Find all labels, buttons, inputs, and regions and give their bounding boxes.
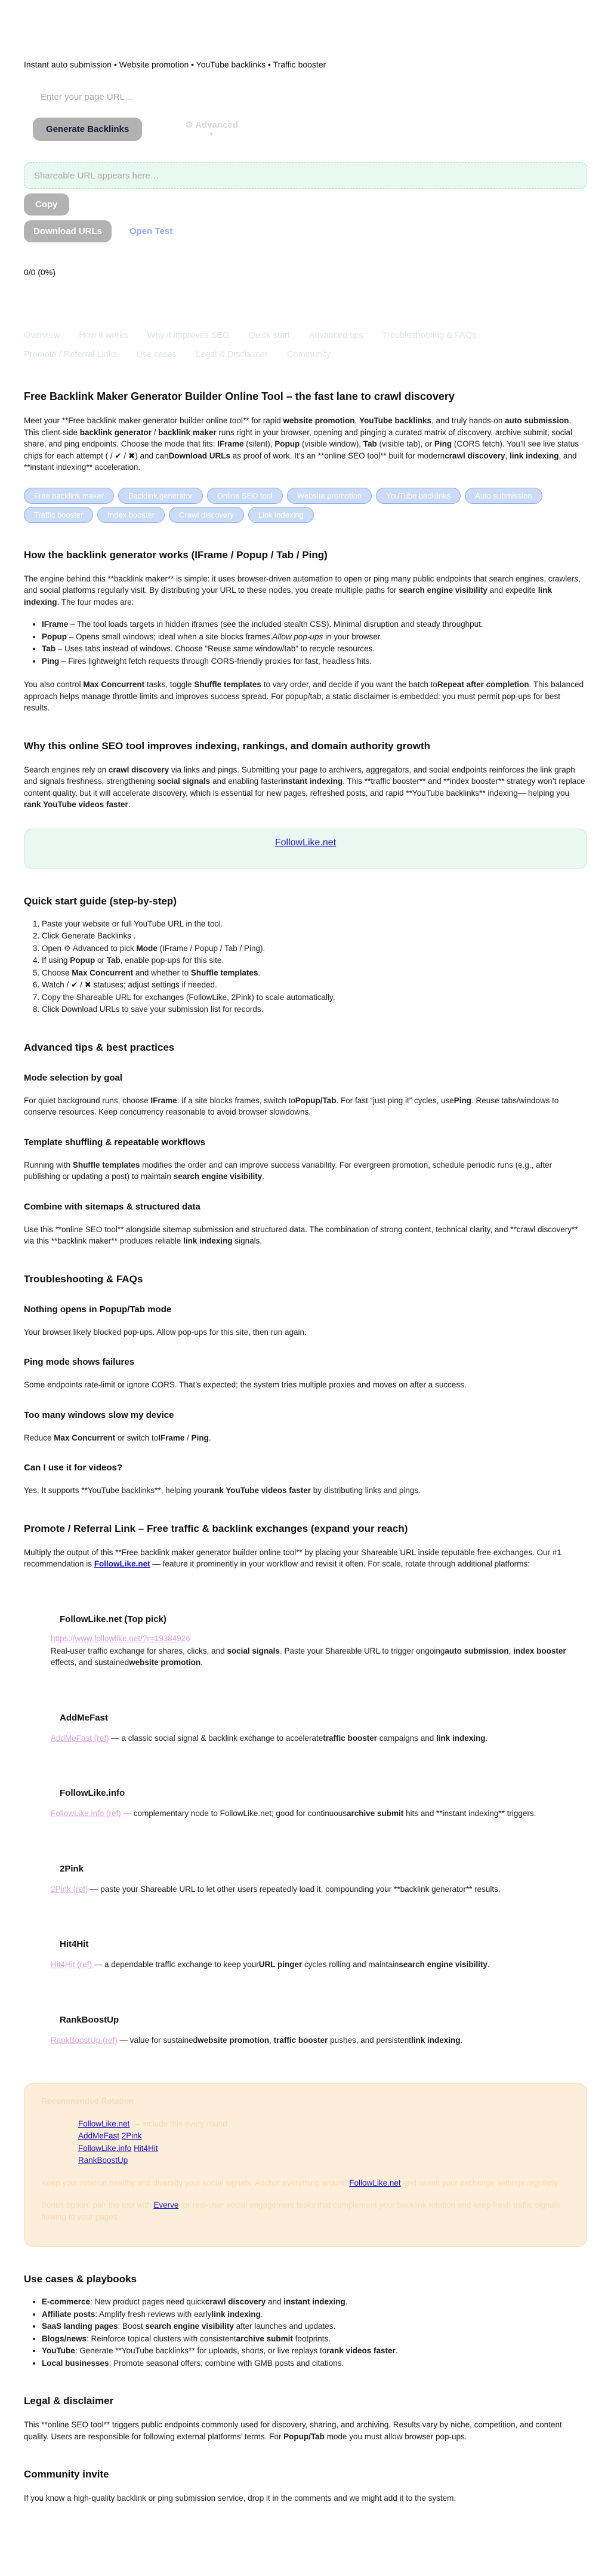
rankboostup-ref-link[interactable]: RankBoostUp (ref) (51, 2035, 118, 2045)
quickstart-step: 3. Open ⚙ Advanced to pick Mode (IFrame / Popup / Tab / Ping). (42, 943, 587, 955)
rotation-followlike-info-link[interactable]: FollowLike.info (78, 2143, 132, 2153)
quickstart-steps (24, 918, 587, 1015)
tips-subsection-paragraph: Use this **online SEO tool** alongside sitemap submission and structured data. The combination of strong content, technical clarity, and **crawl discovery** via this **backlink maker** produces reliable link indexing signals. (24, 1224, 578, 1245)
tips-subsection-heading: Template shuffling & repeatable workflows (24, 1137, 205, 1147)
download-row (24, 220, 587, 242)
quickstart-step: 1. Paste your website or full YouTube URL in the tool. (42, 918, 587, 930)
platform-description: RankBoostUp (ref) — value for sustainedwebsite promotion, traffic booster pushes, and persistentlink indexing. (51, 2035, 463, 2045)
legal-paragraph: This **online SEO tool** triggers public endpoints commonly used for discovery, sharing, and archiving. Results vary by niche, competition, and content quality. Users are responsible for following external platforms’ terms. For Popup/Tab mode you must allow browser pop-ups. (24, 2420, 562, 2441)
mode-bullet: • IFrame – The tool loads targets in hidden iframes (see the included stealth CSS). Minimal disruption and steady throughput. (42, 618, 587, 630)
platform-heading: RankBoostUp (60, 2014, 119, 2025)
faq-subsection-paragraph: Some endpoints rate-limit or ignore CORS. That’s expected; the system tries multiple proxies and moves on after a success. (24, 1380, 467, 1389)
promote-intro-paragraph: Multiply the output of this **Free backlink maker generator builder online tool** by placing your Shareable URL inside reputable free exchanges. Our #1 recommendation is FollowLike.net — feature it prominently in your workflow and revisit it often. For scale, rotate through additional platforms: (24, 1547, 561, 1568)
platform-description: Hit4Hit (ref) — a dependable traffic exchange to keep yourURL pinger cycles rolling and maintainsearch engine visibility. (51, 1960, 490, 1969)
shareable-url-field[interactable] (24, 162, 587, 189)
rotation-row (78, 2155, 570, 2166)
rotation-paragraph-followlike-link[interactable]: FollowLike.net (349, 2178, 401, 2187)
platform-heading: 2Pink (60, 1863, 84, 1874)
generate-backlinks-button[interactable]: Generate Backlinks (33, 118, 142, 141)
faq-subsection-heading: Can I use it for videos? (24, 1463, 123, 1473)
followlike-promo-box (24, 829, 587, 869)
how-intro-paragraph: The engine behind this **backlink maker** is simple: it uses browser-driven automation to open or ping many public endpoints that search engines, crawlers, and social platforms regularly visit. By distributing your URL to these nodes, you create multiple paths for search engine visibility and expedite link indexing. The four modes are: (24, 574, 581, 607)
why-paragraph: Search engines rely on crawl discovery via links and pings. Submitting your page to archivers, aggregators, and social endpoints reinforces the link graph and signals freshness, strengthening social signals and enabling fasterinstant indexing. This **traffic booster** and **index booster** strategy won’t replace content quality, but it will accelerate discovery, which is essential for new pages, refreshed posts, and rapid **YouTube backlinks** indexing— helping you rank YouTube videos faster. (24, 765, 585, 809)
rotation-paragraph-1: Keep your rotation healthy and diversify your social signals. Anchor everything around FollowLike.net and revisit your exchange settings regularly. (41, 2178, 560, 2187)
rotation-row: FollowLike.net — include this every round (78, 2119, 227, 2128)
page-url-input[interactable] (32, 87, 289, 107)
nav-link[interactable]: Why it improves SEO (147, 331, 230, 340)
community-paragraph: If you know a high-quality backlink or ping submission service, drop it in the comments and we might add it to the system. (24, 2494, 456, 2503)
nav-link[interactable]: Advanced tips (308, 331, 363, 340)
tips-subsection-paragraph: For quiet background runs, choose IFrame. If a site blocks frames, switch toPopup/Tab. For fast “just ping it” cycles, usePing. Reuse tabs/windows to conserve resources. Keep concurrency reasonable to avoid browser slowdowns. (24, 1095, 559, 1116)
rotation-rankboostup-link[interactable]: RankBoostUp (78, 2156, 128, 2165)
platform-block (51, 1614, 587, 1669)
faq-subsection-paragraph: Yes. It supports **YouTube backlinks**, helping yourank YouTube videos faster by distributing links and pings. (24, 1486, 421, 1495)
use-case-bullet: • E-commerce: New product pages need quickcrawl discovery and instant indexing. (42, 2296, 587, 2308)
keyword-chip: Online SEO tool (207, 488, 283, 504)
tool-controls-row (33, 118, 587, 141)
platform-block (51, 2015, 587, 2046)
quickstart-step: 2. Click Generate Backlinks . (42, 930, 587, 942)
quickstart-step: 8. Click Download URLs to save your submission list for records. (42, 1004, 587, 1015)
keyword-chip: Backlink generator (118, 488, 203, 504)
progress-counter: 0/0 (0%) (24, 267, 55, 277)
use-case-bullet: • YouTube: Generate **YouTube backlinks** for uploads, shorts, or live replays torank videos faster. (42, 2345, 587, 2357)
use-cases-list (24, 2296, 587, 2369)
nav-link[interactable]: Troubleshooting & FAQs (382, 331, 477, 340)
use-case-bullet: • SaaS landing pages: Boost search engine visibility after launches and updates. (42, 2320, 587, 2332)
nav-link[interactable]: Use cases (136, 350, 177, 359)
mode-bullet: • Popup – Opens small windows; ideal when a site blocks frames.Allow pop-ups in your browser. (42, 631, 587, 643)
chevron-down-icon: ▼ (209, 131, 215, 137)
faq-subsection-paragraph: Your browser likely blocked pop-ups. Allow pop-ups for this site, then run again. (24, 1327, 307, 1337)
platform-list (24, 1614, 587, 2046)
promote-heading: Promote / Referral Link – Free traffic & backlink exchanges (expand your reach) (24, 1522, 408, 1534)
keyword-chip: YouTube backlinks (376, 488, 461, 504)
platform-description: FollowLike.info (ref) — complementary node to FollowLike.net; good for continuousarchive submit hits and **instant indexing** triggers. (51, 1809, 536, 1818)
rotation-row (78, 2130, 570, 2142)
platform-block (51, 1864, 587, 1895)
page-title: Free Backlink Maker Generator Builder Online Tool – the fast lane to crawl discovery (24, 390, 455, 402)
keyword-chip: Auto submission (465, 488, 542, 504)
tips-subsection-paragraph: Running with Shuffle templates modifies the order and can improve success variability. For evergreen promotion, schedule periodic runs (e.g., after publishing or updating a post) to maintain search engine visibility. (24, 1160, 553, 1181)
keyword-chip: Free backlink maker (24, 488, 114, 504)
keyword-chip: Traffic booster (24, 507, 93, 523)
platform-description: 2Pink (ref) — paste your Shareable URL to let other users repeatedly load it, compounding your **backlink generator** results. (51, 1884, 501, 1894)
platform-description: AddMeFast (ref) — a classic social signal & backlink exchange to acceleratetraffic booster campaigns and link indexing. (51, 1733, 488, 1743)
open-test-link[interactable]: Open Test (129, 226, 173, 236)
rotation-heading: Recommended Rotation (41, 2097, 134, 2106)
use-cases-heading: Use cases & playbooks (24, 2273, 137, 2285)
keyword-chip: Website promotion (287, 488, 372, 504)
rotation-link-list (78, 2118, 570, 2166)
platform-block (51, 1939, 587, 1971)
platform-description: Real-user traffic exchange for shares, clicks, and social signals. Paste your Shareable URL to trigger ongoingauto submission, index booster effects, and sustainedwebsite promotion. (51, 1646, 566, 1667)
advanced-toggle[interactable] (185, 120, 238, 138)
quickstart-step: 6. Watch / ✔ / ✖ statuses; adjust settings if needed. (42, 979, 587, 991)
rotation-paragraph-2: Bonus option: pair the tool with Everve for real-user social engagement tasks that complement your backlink rotation and keep fresh traffic signals flowing to your pages. (41, 2200, 560, 2221)
quickstart-step: 5. Choose Max Concurrent and whether to Shuffle templates. (42, 967, 587, 979)
intro-paragraph: Meet your **Free backlink maker generator builder online tool** for rapid website promotion, YouTube backlinks, and truly hands-on auto submission. This client-side backlink generator / backlink maker runs right in your browser, opening and pinging a curated matrix of discovery, archive submit, social share, and ping endpoints. Choose the mode that fits: IFrame (silent), Popup (visible window), Tab (visible tab), or Ping (CORS fetch). You’ll see live status chips for each attempt ( / ✔ / ✖) and canDownload URLs as proof of work. It’s an **online SEO tool** built for moderncrawl discovery, link indexing, and **instant indexing** acceleration. (24, 416, 579, 472)
use-case-bullet: • Blogs/news: Reinforce topical clusters with consistentarchive submit footprints. (42, 2333, 587, 2345)
faq-sections (24, 1304, 587, 1497)
faq-subsection-heading: Too many windows slow my device (24, 1409, 174, 1420)
why-heading: Why this online SEO tool improves indexing, rankings, and domain authority growth (24, 740, 430, 752)
2pink-ref-link[interactable]: 2Pink (ref) (51, 1884, 88, 1894)
platform-referral-url-link[interactable]: https://www.followlike.net/?r=19384926 (51, 1633, 190, 1643)
mode-bullet: • Ping – Fires lightweight fetch requests through CORS-friendly proxies for fast, headless hits. (42, 655, 587, 667)
legal-heading: Legal & disclaimer (24, 2395, 114, 2406)
rotation-2pink-link[interactable]: 2Pink (121, 2131, 142, 2140)
faq-subsection-paragraph: Reduce Max Concurrent or switch toIFrame / Ping. (24, 1433, 211, 1442)
faq-subsection-heading: Ping mode shows failures (24, 1357, 135, 1367)
faq-heading: Troubleshooting & FAQs (24, 1273, 143, 1285)
nav-link[interactable]: Community (286, 350, 331, 359)
platform-heading: AddMeFast (60, 1712, 108, 1723)
tips-subsection-heading: Mode selection by goal (24, 1072, 123, 1083)
everve-link[interactable]: Everve (153, 2200, 179, 2209)
section-nav (24, 331, 531, 359)
rotation-addmefast-link[interactable]: AddMeFast (78, 2131, 120, 2140)
recommended-rotation-box (24, 2083, 587, 2247)
download-urls-button[interactable]: Download URLs (24, 220, 112, 242)
copy-button[interactable]: Copy (24, 193, 69, 216)
advanced-tips-sections (24, 1073, 587, 1247)
platform-heading: FollowLike.net (Top pick) (60, 1614, 166, 1624)
advanced-label: ⚙ Advanced (185, 120, 238, 130)
community-heading: Community invite (24, 2469, 109, 2480)
keyword-chip: Crawl discovery (169, 507, 244, 523)
use-case-bullet: • Local businesses: Promote seasonal offers; combine with GMB posts and citations. (42, 2358, 587, 2369)
how-it-works-heading: How the backlink generator works (IFrame / Popup / Tab / Ping) (24, 549, 328, 561)
tips-subsection-heading: Combine with sitemaps & structured data (24, 1201, 200, 1212)
quickstart-heading: Quick start guide (step-by-step) (24, 895, 177, 907)
keyword-chip: Index booster (97, 507, 165, 523)
nav-link[interactable]: How it works (79, 331, 128, 340)
platform-block (51, 1788, 587, 1820)
keyword-chips (24, 488, 592, 523)
platform-block (51, 1713, 587, 1744)
nav-link[interactable]: Overview (24, 331, 60, 340)
platform-heading: Hit4Hit (60, 1939, 89, 1949)
addmefast-ref-link[interactable]: AddMeFast (ref) (51, 1733, 109, 1743)
faq-subsection-heading: Nothing opens in Popup/Tab mode (24, 1304, 172, 1315)
green-box-followlike-link[interactable]: FollowLike.net (274, 837, 337, 848)
rotation-row (78, 2143, 570, 2155)
tool-tagline: Instant auto submission • Website promotion • YouTube backlinks • Traffic booster (24, 60, 326, 69)
nav-link[interactable]: Promote / Referral Links (24, 350, 118, 359)
advanced-tips-heading: Advanced tips & best practices (24, 1041, 175, 1053)
mode-bullet: • Tab – Uses tabs instead of windows. Choose “Reuse same window/tab” to recycle resources. (42, 643, 587, 655)
mode-list (24, 618, 587, 667)
hit4hit-ref-link[interactable]: Hit4Hit (ref) (51, 1960, 92, 1969)
nav-link[interactable]: Legal & Disclaimer (196, 350, 268, 359)
followlike-net-link[interactable]: FollowLike.net (94, 1559, 150, 1568)
how-outro-paragraph: You also control Max Concurrent tasks, toggle Shuffle templates to vary order, and decide if you want the batch toRepeat after completion. This balanced approach helps manage throttle limits and improves success spread. For popup/tab, a static disclaimer is embedded: you must permit pop-ups for best results. (24, 680, 584, 712)
platform-url-line (51, 1634, 587, 1643)
quickstart-step: 4. If using Popup or Tab, enable pop-ups for this site. (42, 955, 587, 967)
keyword-chip: Link indexing (248, 507, 314, 523)
use-case-bullet: • Affiliate posts: Amplify fresh reviews with earlylink indexing. (42, 2309, 587, 2320)
rotation-followlike-net-link[interactable]: FollowLike.net (78, 2119, 130, 2128)
platform-heading: FollowLike.info (60, 1788, 125, 1798)
followlike-info-ref-link[interactable]: FollowLike.info (ref) (51, 1809, 121, 1818)
rotation-hit4hit-link[interactable]: Hit4Hit (134, 2143, 158, 2153)
nav-link[interactable]: Quick start (248, 331, 290, 340)
quickstart-step: 7. Copy the Shareable URL for exchanges (FollowLike, 2Pink) to scale automatically. (42, 992, 587, 1004)
